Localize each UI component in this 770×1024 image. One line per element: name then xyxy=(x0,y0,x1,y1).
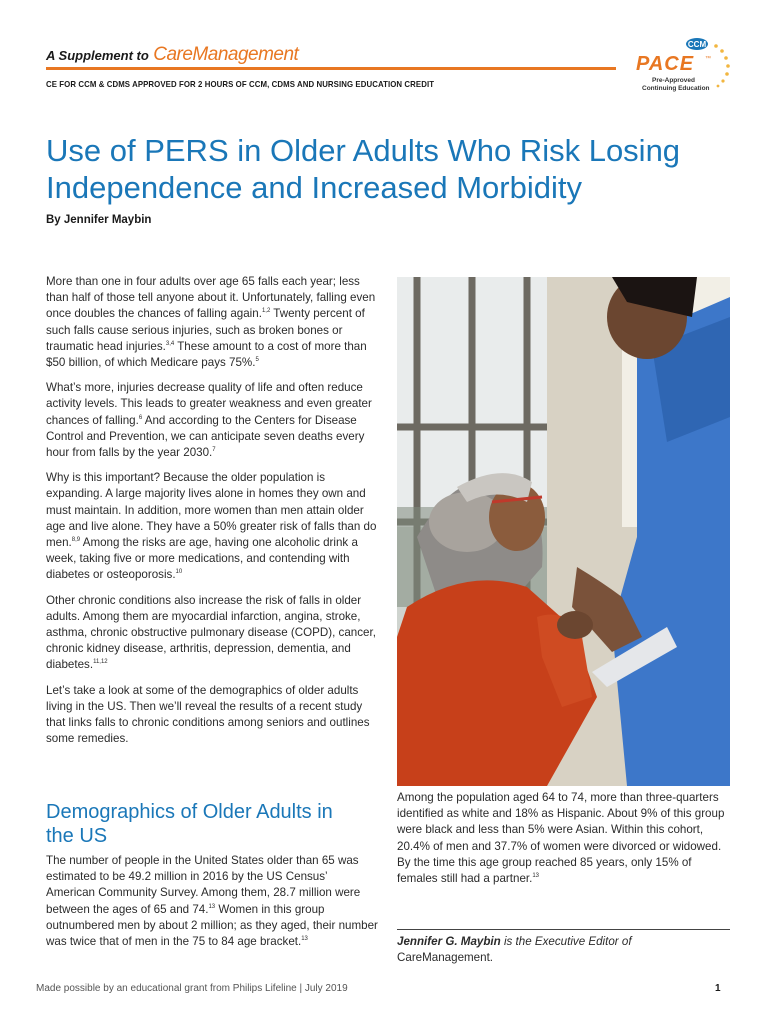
text-run: Twenty percent of such falls cause serious injuries, such as broken bones or traumatic head injuries. xyxy=(46,307,365,353)
author-role: is the Executive Editor of xyxy=(500,935,632,948)
text-run: Why is this important? Because the older population is expanding. A large majority lives alone in homes they own and must maintain. In addition, more women than men attain older age and live alone. They have a 50% greater risk of falls than do men. xyxy=(46,471,377,550)
citation: 7 xyxy=(212,447,216,454)
page-number: 1 xyxy=(715,983,721,994)
citation: 13 xyxy=(208,903,216,910)
byline: By Jennifer Maybin xyxy=(46,214,152,226)
logo-pace-text: PACE xyxy=(636,53,695,75)
right-column xyxy=(397,790,729,896)
paragraph-3 xyxy=(46,470,378,583)
citation: 13 xyxy=(301,936,308,943)
text-run: These amount to a cost of more than $50 billion, of which Medicare pays 75%. xyxy=(46,339,367,370)
publication-name: CareManagement. xyxy=(397,951,494,965)
text-run: What’s more, injuries decrease quality of life and often reduce activity levels. This leads to greater weakness and even greater chances of falling. xyxy=(46,381,372,427)
logo-sub2: Continuing Education xyxy=(642,85,710,92)
text-run: Women in this group outnumbered men by about 2 million; as they aged, their number was twice that of men in the 75 to 84 age bracket. xyxy=(46,902,378,949)
supplement-line xyxy=(46,44,298,66)
logo-sub1: Pre-Approved xyxy=(652,77,695,84)
text-run: Other chronic conditions also increase the risk of falls in older adults. Among them are myocardial infarction, angina, stroke, asthma, chronic obstructive pulmonary disease (COPD), cancer, chronic kidney disease, arthritis, depression, dementia, and diabetes. xyxy=(46,593,376,672)
text-run: More than one in four adults over age 65 falls each year; less than half of those tell anyone about it. Unfortunately, falling even once doubles the chances of falling again. xyxy=(46,275,376,321)
article-title: Use of PERS in Older Adults Who Risk Losing Independence and Increased Morbidity xyxy=(46,133,681,205)
supplement-lead: A Supplement to xyxy=(46,48,149,63)
paragraph-2 xyxy=(46,380,378,461)
header-rule xyxy=(46,67,616,70)
author-name: Jennifer G. Maybin xyxy=(397,935,501,948)
text-run: The number of people in the United States older than 65 was estimated to be 49.2 million in 2016 by the US Census’ American Community Survey. Among them, 28.7 million were between the ages of 65 and 74. xyxy=(46,854,361,916)
ce-credit-line: CE FOR CCM & CDMS APPROVED FOR 2 HOURS OF CCM, CDMS AND NURSING EDUCATION CREDIT xyxy=(46,79,435,89)
citation: 1,2 xyxy=(261,308,271,315)
citation: 5 xyxy=(255,357,259,364)
author-bio xyxy=(397,934,729,966)
ccm-pace-logo xyxy=(622,36,732,98)
citation: 11,12 xyxy=(93,659,108,666)
logo-star-arc xyxy=(714,44,730,87)
paragraph-4 xyxy=(46,593,378,674)
paragraph-1 xyxy=(46,274,378,371)
section-heading-demographics: Demographics of Older Adults in the US xyxy=(46,801,333,847)
paragraph-5 xyxy=(46,683,378,748)
logo-ccm-text: CCM xyxy=(687,40,707,49)
citation: 13 xyxy=(532,873,540,880)
citation: 8,9 xyxy=(71,537,81,544)
citation: 6 xyxy=(138,414,143,421)
footer-note: Made possible by an educational grant from Philips Lifeline | July 2019 xyxy=(36,983,348,994)
bio-divider xyxy=(397,929,730,930)
text-run: And according to the Centers for Disease Control and Prevention, we can anticipate seven deaths every hour from falls by the year 2030. xyxy=(46,413,365,460)
text-run: Let’s take a look at some of the demographics of older adults living in the US. Then we’ll reveal the results of a recent study that links falls to chronic conditions among seniors and outlines some remedies. xyxy=(46,683,370,746)
citation: 3,4 xyxy=(165,340,175,347)
logo-trademark: ™ xyxy=(705,56,711,62)
text-run: Among the population aged 64 to 74, more than three-quarters identified as white and 18% as Hispanic. About 9% of this group were black and less than 5% were Asian. Within this cohort, 20.4% of men and 37.7% of women were divorced or widowed. By the time this age group reached 85 years, only 15% of females still had a partner. xyxy=(397,791,725,886)
article-photo xyxy=(397,277,730,786)
text-run: Among the risks are age, having one alcoholic drink a week, taking five or more medications, and contending with diabetes or osteoporosis. xyxy=(46,536,358,582)
caremanagement-brand: CareManagement xyxy=(153,44,299,65)
citation: 10 xyxy=(175,569,183,576)
left-column xyxy=(46,274,378,756)
demographics-paragraph xyxy=(46,853,378,959)
